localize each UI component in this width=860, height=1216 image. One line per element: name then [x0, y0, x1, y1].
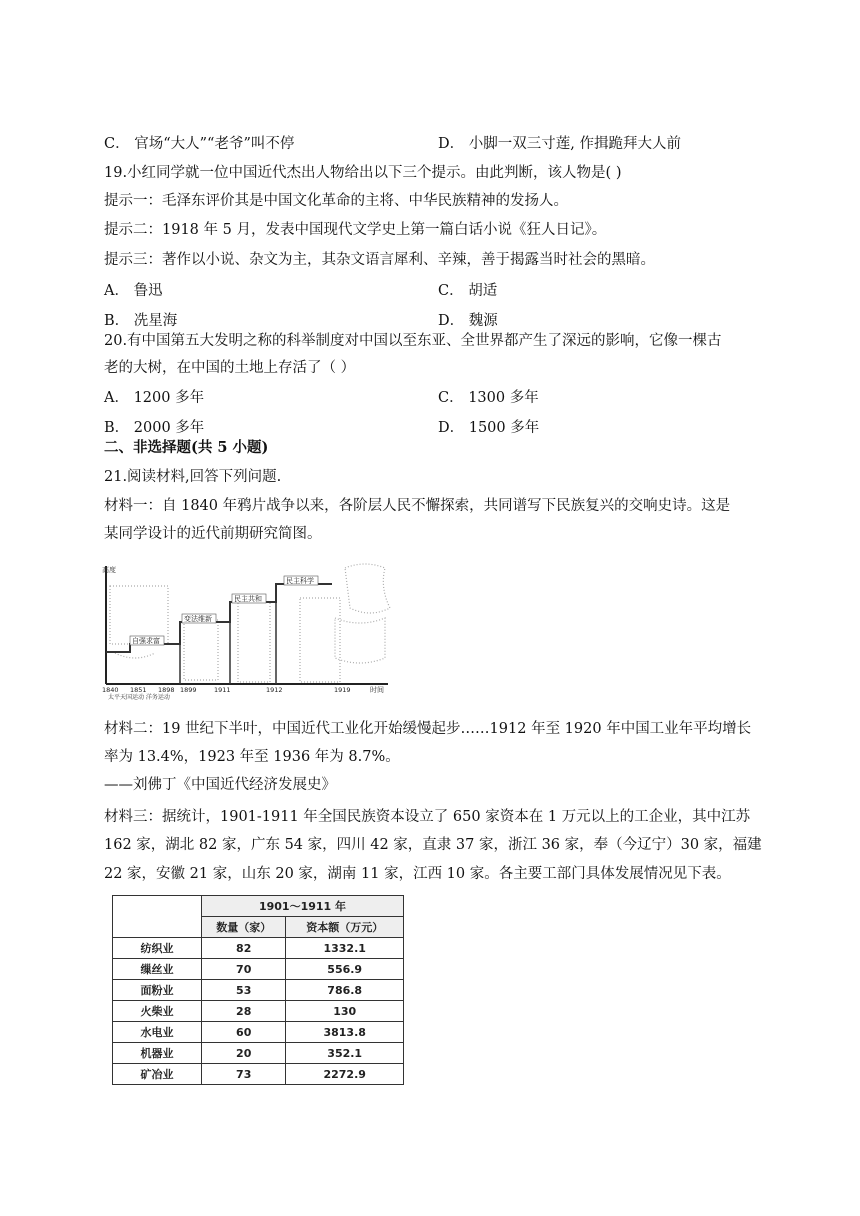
q20-option-b: B． 2000 多年 — [104, 420, 205, 436]
decorative-dots — [110, 564, 390, 682]
material-1-line-1: 材料一：自 1840 年鸦片战争以来，各阶层人民不懈探索，共同谱写下民族复兴的交响史诗。这是 — [104, 498, 731, 514]
material-1-line-2: 某同学设计的近代前期研究简图。 — [104, 526, 322, 542]
industry-count: 60 — [202, 1022, 286, 1043]
industry-capital: 556.9 — [286, 959, 404, 980]
table-period-header: 1901～1911 年 — [202, 896, 404, 917]
industry-name: 水电业 — [113, 1022, 202, 1043]
q20-option-a: A． 1200 多年 — [104, 390, 205, 406]
q19-option-b: B． 冼星海 — [104, 313, 178, 329]
industry-count: 70 — [202, 959, 286, 980]
q20-option-c: C． 1300 多年 — [438, 390, 539, 406]
industry-name: 机器业 — [113, 1043, 202, 1064]
industry-table — [112, 895, 404, 1085]
q20-stem-line-1: 20.有中国第五大发明之称的科举制度对中国以至东亚、全世界都产生了深远的影响，它像一棵古 — [104, 333, 722, 349]
industry-capital: 130 — [286, 1001, 404, 1022]
industry-capital: 1332.1 — [286, 938, 404, 959]
step-label-2: 变法维新 — [184, 615, 212, 623]
x-tick-1912: 1912 — [266, 686, 283, 694]
table-row — [113, 1022, 404, 1043]
x-tick-1911: 1911 — [214, 686, 231, 694]
industry-count: 20 — [202, 1043, 286, 1064]
q19-hint-1: 提示一：毛泽东评价其是中国文化革命的主将、中华民族精神的发扬人。 — [104, 193, 568, 209]
q20-option-d: D． 1500 多年 — [438, 420, 540, 436]
material-2-line-2: 率为 13.4%，1923 年至 1936 年为 8.7%。 — [104, 749, 400, 765]
industry-name: 火柴业 — [113, 1001, 202, 1022]
y-axis-label: 高度 — [102, 566, 116, 574]
step-label-4: 民主科学 — [286, 577, 314, 585]
x-tick-1851: 1851 — [130, 686, 147, 694]
stair-caption: 太平天国运动 洋务运动 — [108, 694, 170, 700]
table-row — [113, 938, 404, 959]
industry-capital: 3813.8 — [286, 1022, 404, 1043]
q19-stem: 19.小红同学就一位中国近代杰出人物给出以下三个提示。由此判断，该人物是( ) — [104, 165, 622, 181]
material-3-line-1: 材料三：据统计，1901-1911 年全国民族资本设立了 650 家资本在 1 万元以上的工企业，其中江苏 — [104, 809, 751, 825]
table-row — [113, 980, 404, 1001]
x-tick-1919: 1919 — [334, 686, 351, 694]
industry-name: 面粉业 — [113, 980, 202, 1001]
industry-capital: 2272.9 — [286, 1064, 404, 1085]
material-3-line-3: 22 家，安徽 21 家，山东 20 家，湖南 11 家，江西 10 家。各主要工部门具体发展情况见下表。 — [104, 866, 731, 882]
q21-stem: 21.阅读材料,回答下列问题. — [104, 469, 282, 485]
step-label-1: 自强求富 — [132, 637, 160, 645]
material-2-line-1: 材料二：19 世纪下半叶，中国近代工业化开始缓慢起步……1912 年至 1920 年中国工业年平均增长 — [104, 721, 752, 737]
q19-hint-3: 提示三：著作以小说、杂文为主，其杂文语言犀利、辛辣，善于揭露当时社会的黑暗。 — [104, 252, 655, 268]
x-tick-1898: 1898 — [158, 686, 175, 694]
table-row — [113, 959, 404, 980]
industry-count: 73 — [202, 1064, 286, 1085]
industry-count: 53 — [202, 980, 286, 1001]
table-row — [113, 1043, 404, 1064]
material-2-source: ——刘佛丁《中国近代经济发展史》 — [104, 777, 336, 793]
q19-option-d: D． 魏源 — [438, 313, 498, 329]
x-tick-1899: 1899 — [180, 686, 197, 694]
stair-step-diagram — [100, 558, 400, 700]
q18-option-c: C． 官场“大人”“老爷”叫不停 — [104, 136, 295, 152]
q18-option-d: D． 小脚一双三寸莲, 作揖跪拜大人前 — [438, 136, 681, 152]
x-tick-1840: 1840 — [102, 686, 119, 694]
industry-name: 纺织业 — [113, 938, 202, 959]
section-2-heading: 二、非选择题(共 5 小题) — [104, 439, 269, 456]
x-axis-label: 时间 — [370, 686, 384, 694]
industry-count: 28 — [202, 1001, 286, 1022]
table-corner-cell — [113, 896, 202, 938]
table-count-header: 数量（家） — [202, 917, 286, 938]
table-capital-header: 资本额（万元） — [286, 917, 404, 938]
step-label-3: 民主共和 — [234, 595, 262, 603]
industry-count: 82 — [202, 938, 286, 959]
industry-name: 矿冶业 — [113, 1064, 202, 1085]
q20-stem-line-2: 老的大树，在中国的土地上存活了（ ） — [104, 360, 356, 376]
table-row — [113, 1001, 404, 1022]
table-row — [113, 1064, 404, 1085]
q19-option-a: A． 鲁迅 — [104, 283, 163, 299]
industry-name: 缫丝业 — [113, 959, 202, 980]
industry-capital: 786.8 — [286, 980, 404, 1001]
q19-hint-2: 提示二：1918 年 5 月，发表中国现代文学史上第一篇白话小说《狂人日记》。 — [104, 222, 607, 238]
q19-option-c: C． 胡适 — [438, 283, 498, 299]
industry-capital: 352.1 — [286, 1043, 404, 1064]
material-3-line-2: 162 家，湖北 82 家，广东 54 家，四川 42 家，直隶 37 家，浙江 36 家，奉（今辽宁）30 家，福建 — [104, 837, 762, 853]
